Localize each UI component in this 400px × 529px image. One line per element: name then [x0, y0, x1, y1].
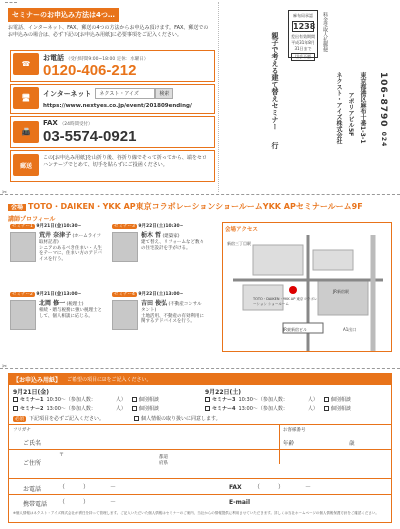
venue-section: [8, 201, 392, 212]
seminar1-checkbox[interactable]: [13, 397, 18, 402]
map-title: 会場アクセス: [225, 227, 258, 233]
stamp-text-1: 差出有効期間: [291, 34, 315, 39]
mail-row: [10, 150, 215, 182]
mail-icon: 郵送: [13, 154, 39, 176]
customer-no-label: お客様番号: [283, 428, 306, 433]
venue-name: TOTO・DAIKEN・YKK AP東京コラボレーションショールームYKK APセミナールーム9F: [27, 202, 363, 211]
profiles-title: 講師プロフィール: [8, 216, 56, 223]
name-input[interactable]: [59, 436, 274, 446]
postcard-dept-suffix: 行: [271, 142, 279, 149]
post-num: 1238: [293, 22, 316, 31]
speaker-card: [10, 224, 103, 263]
seminar3-checkbox[interactable]: [205, 397, 210, 402]
speaker-role: (不動産コンサルタント): [141, 301, 202, 313]
search-box[interactable]: ネクスト・アイズ: [95, 88, 155, 99]
speaker-slot: セミナー1: [12, 224, 33, 229]
consult3-checkbox[interactable]: [324, 397, 329, 402]
map-station2: JR新宿駅: [333, 289, 349, 294]
consult2-checkbox[interactable]: [132, 406, 137, 411]
required-row: [13, 415, 221, 422]
postcard-address: 東京都港区麻布十番1-3-1: [359, 72, 366, 144]
postcard-dept: 親子で考える建て替えセミナー: [271, 32, 279, 130]
access-map: [223, 235, 391, 351]
venue-marker: [289, 286, 297, 294]
seminar3-row[interactable]: セミナー3 10:30～（参加人数： 人） 個別相談: [205, 396, 351, 403]
speaker-photo: [10, 300, 36, 330]
fax-row: [10, 116, 215, 148]
stamp-text-2: 平成31年8月: [291, 40, 315, 45]
stamp-text-4: 切手不要: [291, 53, 315, 61]
tel-label: お電話: [23, 486, 42, 493]
day1-header: 9月21日(金): [13, 389, 50, 396]
phone-hours: （受付時間9:00~18:00 定休：水曜日）: [65, 57, 149, 62]
speaker-bio: 土地活用、不動産の有効利用に関するアドバイスを行う。: [141, 313, 204, 325]
day2-header: 9月22日(土): [205, 389, 242, 396]
speaker-photo: [10, 232, 36, 262]
fax-hours: （24時間受付）: [59, 122, 93, 127]
speaker-date: 9月21日(金)10:30~: [36, 224, 82, 229]
postcard-building: アポリアビル5F: [347, 92, 354, 137]
fax-input[interactable]: （ ） －: [254, 484, 312, 491]
venue-label: 会場: [8, 204, 26, 211]
stamp-box: [288, 10, 318, 58]
consult4-checkbox[interactable]: [324, 406, 329, 411]
map-venue: TOTO・DAIKEN・YKK AP 東京コラボレーション ショールーム: [253, 297, 318, 306]
phone-icon: ☎: [13, 53, 39, 75]
seminar2-row[interactable]: セミナー2 13:00～（参加人数： 人） 個別相談: [13, 405, 159, 412]
fax-form-label: FAX: [229, 484, 242, 491]
email-label: E-mail: [229, 499, 251, 506]
postcard-side-text: 料金受取人払郵便: [322, 12, 328, 52]
phone-number[interactable]: 0120-406-212: [43, 62, 137, 79]
speaker-card: [10, 292, 103, 330]
internet-url[interactable]: https://www.nextyes.co.jp/event/201809ending/: [43, 103, 192, 109]
header-section: [8, 8, 213, 39]
form-footer: ※個人情報はネクスト・アイズ株式会社が責任を持って管理します。ご記入いただいた個人情報はセミナーのご案内、当社からの情報提供に利用させていただきます。詳しくは当社ホームページの個人情報保護方針をご確認ください。: [13, 511, 379, 515]
speaker-photo: [112, 232, 138, 262]
form-header: [9, 374, 391, 385]
email-input[interactable]: [259, 498, 384, 506]
speaker-bio: シニアのあるべき住まい・人生をテーマに、住まい方のアドバイスを行う。: [39, 245, 102, 263]
header-title: セミナーのお申込み方法は4つ…: [8, 8, 119, 22]
fold-mark: [5, 2, 17, 3]
fold-line-1: [0, 194, 400, 195]
mobile-label: 携帯電話: [23, 501, 48, 508]
map-building: JR東新宿ビル: [283, 327, 307, 332]
map-exit: A1出口: [343, 327, 357, 332]
privacy-text: 個人情報の取り扱いに同意します。: [141, 416, 221, 422]
map-box: [222, 222, 392, 352]
speaker-name: 吉田 俊弘: [141, 299, 168, 307]
privacy-checkbox[interactable]: [134, 416, 139, 421]
seminar4-checkbox[interactable]: [205, 406, 210, 411]
speaker-bio: 相続・贈与税務に強い税理士として、個人相談に応じる。: [39, 307, 102, 319]
form-title: 【お申込み用紙】: [13, 377, 62, 384]
speaker-bio: 建て替え、リフォームなど数々の住宅設計を手がける。: [141, 239, 205, 251]
speaker-slot: セミナー3: [114, 224, 135, 229]
fax-icon: 📠: [13, 121, 39, 143]
speaker-date: 9月21日(金)13:00~: [36, 292, 82, 297]
mail-text: この[お申込み用紙]を山折り後、谷折り線でそって折ってから、端をセロハンテープでとめて、切手を貼らずにご投函ください。: [43, 155, 207, 168]
consult1-checkbox[interactable]: [132, 397, 137, 402]
form-divider-4: [9, 494, 391, 495]
speaker-date: 9月22日(土)10:30~: [138, 224, 184, 229]
seminar2-checkbox[interactable]: [13, 406, 18, 411]
internet-row: [10, 84, 215, 114]
mobile-input[interactable]: （ ） －: [59, 499, 117, 506]
phone-row: [10, 50, 215, 82]
speaker-name: 荒井 奈津子: [39, 231, 72, 239]
furigana-label: フリガナ: [13, 428, 31, 433]
speaker-photo: [112, 300, 138, 330]
application-form: [8, 373, 392, 523]
form-vdivider: [279, 424, 280, 464]
age-label: 年齢: [283, 441, 295, 447]
form-divider: [9, 424, 391, 425]
map-station: 新宿三丁目駅: [227, 241, 251, 246]
required-badge: 必須: [15, 416, 24, 422]
post-office: 麻布局承認: [293, 13, 313, 18]
age-unit: 歳: [349, 441, 355, 447]
prefecture-label: 都道府県: [159, 455, 168, 466]
search-button[interactable]: 検索: [155, 88, 173, 99]
postcard-area: [218, 2, 398, 192]
form-note: ご希望の項目に☑をご記入ください。: [67, 377, 152, 383]
internet-label: インターネット: [43, 89, 92, 98]
speaker-date: 9月22日(土)13:00~: [138, 292, 184, 297]
seminar4-row[interactable]: セミナー4 13:00～（参加人数： 人） 個別相談: [205, 405, 351, 412]
speaker-role: (建築家): [162, 233, 180, 239]
fold-line-2: [0, 368, 400, 369]
scissor-icon-2: ✂: [2, 363, 8, 370]
form-divider-3: [9, 478, 391, 479]
computer-icon: 🖥: [13, 87, 39, 109]
scissor-icon: ✂: [2, 189, 8, 196]
postcard-company: ネクスト・アイズ株式会社: [335, 72, 342, 144]
form-divider-2: [9, 449, 391, 450]
speaker-slot: セミナー4: [114, 292, 135, 297]
postcard-zip: 106-8790 024: [378, 72, 388, 148]
fax-label: FAX: [43, 119, 58, 127]
speaker-slot: セミナー2: [12, 292, 33, 297]
tel-input[interactable]: （ ） －: [59, 484, 117, 491]
speaker-card: [112, 292, 205, 330]
header-intro: お電話、インターネット、FAX、郵送の4つの方法からお申込み頂けます。FAX、郵送でのお申込みの場合は、必ず下記の[お申込み用紙]に必要事項をご記入ください。: [8, 25, 209, 38]
stamp-text-3: 31日まで: [294, 46, 312, 51]
speaker-name: 北岡 修一: [39, 299, 66, 307]
address-label: ご住所: [23, 460, 42, 467]
speaker-role: (ホームライフ取材記者): [39, 233, 102, 245]
fax-number[interactable]: 03-5574-0921: [43, 128, 137, 145]
speaker-card: [112, 224, 205, 262]
fold-line-vertical: [218, 2, 219, 192]
speaker-name: 栃木 哲: [141, 231, 162, 239]
required-text: 下記項目を必ずご記入ください。: [29, 416, 105, 422]
zip-label: 〒: [59, 452, 65, 458]
seminar1-row[interactable]: セミナー1 10:30～（参加人数： 人） 個別相談: [13, 396, 159, 403]
phone-label: お電話: [43, 54, 64, 62]
name-label: ご氏名: [23, 440, 42, 447]
speaker-role: (税理士): [66, 301, 84, 307]
